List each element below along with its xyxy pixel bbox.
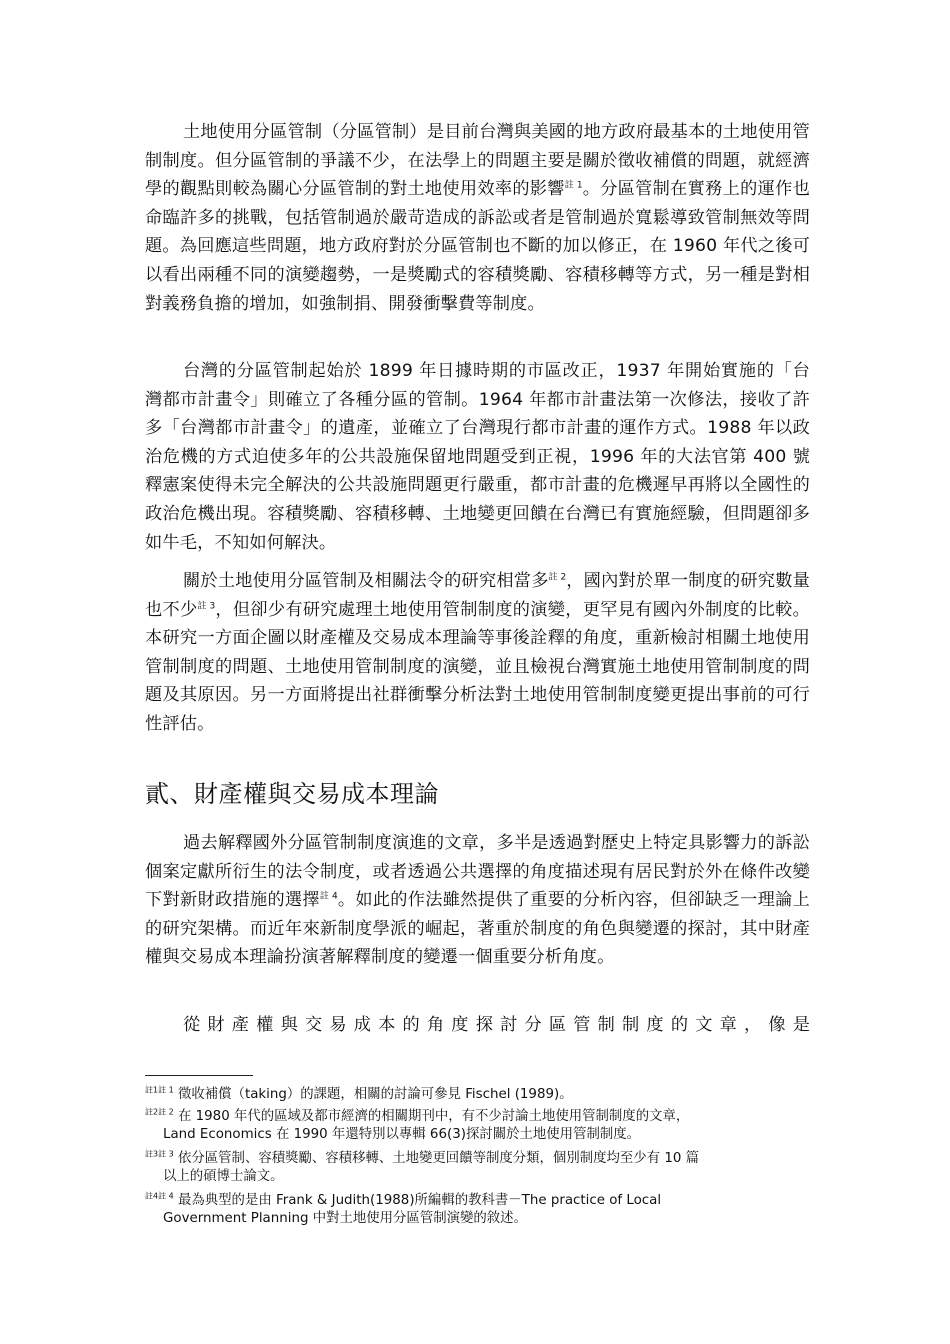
- line-char: 制: [622, 1015, 640, 1035]
- line-char: 探: [475, 1015, 493, 1035]
- line-char: 度: [646, 1015, 664, 1035]
- paragraph-text: ，但卻少有研究處理土地使用管制制度的演變，更罕見有國內外制度的比較。本研究一方面企圖以財產權及交易成本理論等事後詮釋的角度，重新檢討相關土地使用管制制度的問題、土地使用管制制度的演變，並且檢視台灣實施土地使用管制制度的問題及其原因。另一方面將提出社群衝擊分析法對土地使用管制制度變更提出事前的可行性評估。: [145, 599, 810, 734]
- line-char: 制: [597, 1015, 615, 1035]
- line-char: 易: [329, 1015, 347, 1035]
- line-char: 是: [792, 1015, 810, 1035]
- line-char: 文: [695, 1015, 713, 1035]
- paragraph-text: 土地使用分區管制（分區管制）是目前台灣與美國的地方政府最基本的土地使用管制制度。但分區管制的爭議不少，在法學上的問題主要是關於徵收補償的問題，就經濟學的觀點則較為關心分區管制的對土地使用效率的影響: [145, 122, 810, 200]
- footnote-text: 在 1980 年代的區域及都市經濟的相關期刊中，有不少討論土地使用管制制度的文章，: [178, 1109, 690, 1124]
- footnote-mark: 註3註 3: [145, 1149, 174, 1159]
- line-char: 區: [548, 1015, 567, 1035]
- footnote-text-continued: Government Planning 中對土地使用分區管制演變的敘述。: [163, 1211, 527, 1226]
- line-char: 章: [719, 1015, 737, 1035]
- paragraph-text: 台灣的分區管制起始於 1899 年日據時期的市區改正，1937 年開始實施的「台灣都市計畫令」則確立了各種分區的管制。1964 年都市計畫法第一次修法，接收了許多「台灣都市計畫令」的遺產，並確立了台灣現行都市計畫的運作方式。1988 年以政治危機的方式迫使多年的公共設施保留地問題受到正視，1996 年的大法官第 400 號釋憲案使得未完全解決的公共設施問題更行嚴重，都市計畫的危機遲早再將以全國性的政治危機出現。容積獎勵、容積移轉、土地變更回饋在台灣已有實施經驗，但問題卻多如牛毛，不知如何解決。: [145, 361, 810, 553]
- footnote-2: [145, 1108, 815, 1144]
- line-char: 管: [573, 1015, 591, 1035]
- paragraph-text: ，國內對於單一制度的研究數量也不少: [145, 571, 810, 620]
- footnote-text: 最為典型的是由 Frank & Judith(1988)所編輯的教科書－The practice of Local: [178, 1193, 662, 1208]
- paragraph-text: 。如此的作法雖然提供了重要的分析內容，但卻缺乏一理論上的研究架構。而近年來新制度學派的崛起，著重於制度的角色與變遷的探討，其中財產權與交易成本理論扮演著解釋制度的變遷一個重要分析角度。: [145, 890, 810, 968]
- footnote-ref-3[interactable]: 註 3: [197, 600, 216, 611]
- paragraph-text: 。分區管制在實務上的運作也命臨許多的挑戰，包括管制過於嚴苛造成的訴訟或者是管制過於寬鬆導致管制無效等問題。為回應這些問題，地方政府對於分區管制也不斷的加以修正，在 1960 年代之後可以看出兩種不同的演變趨勢，一是獎勵式的容積獎勵、容積移轉等方式，另一種是對相對義務負擔的增加，如強制捐、開發衝擊費等制度。: [145, 179, 810, 314]
- line-char: 成: [353, 1015, 371, 1035]
- line-char: 的: [670, 1015, 689, 1035]
- paragraph-text: 過去解釋國外分區管制制度演進的文章，多半是透過對歷史上特定具影響力的訴訟個案定獻所衍生的法令制度，或者透過公共選擇的角度描述現有居民對於外在條件改變下對新財政措施的選擇: [145, 833, 810, 911]
- line-char: 度: [451, 1015, 469, 1035]
- line-char: 財: [207, 1015, 225, 1035]
- line-char: 的: [402, 1015, 420, 1035]
- line-char: 與: [280, 1015, 298, 1035]
- line-char: 像: [768, 1015, 786, 1035]
- line-char: 從: [183, 1015, 201, 1035]
- line-char: 權: [256, 1015, 274, 1035]
- line-char: 交: [304, 1015, 323, 1035]
- paragraph-taiwan-history: [145, 357, 810, 557]
- paragraph-theory: [145, 829, 810, 972]
- line-char: 產: [231, 1015, 249, 1035]
- footnote-3: [145, 1150, 815, 1186]
- footnote-ref-2[interactable]: 註 2: [548, 572, 567, 583]
- footnote-4: [145, 1192, 815, 1228]
- footnote-mark: 註1註 1: [145, 1085, 174, 1095]
- footnote-text-continued: 以上的碩博士論文。: [163, 1169, 284, 1184]
- line-char: ，: [743, 1015, 762, 1035]
- footnote-ref-1[interactable]: 註 1: [564, 180, 583, 191]
- paragraph-zoning-intro: [145, 118, 810, 318]
- line-char: 分: [524, 1015, 542, 1035]
- footnote-mark: 註2註 2: [145, 1107, 174, 1117]
- paragraph-continued-line: [145, 1011, 810, 1040]
- footnote-ref-4[interactable]: 註 4: [319, 891, 338, 902]
- paragraph-text: 關於土地使用分區管制及相關法令的研究相當多: [183, 571, 549, 591]
- line-char: 討: [500, 1015, 518, 1035]
- footnote-divider: [145, 1075, 253, 1076]
- paragraph-research-scope: [145, 567, 810, 739]
- section-heading: 貳、財產權與交易成本理論: [145, 780, 439, 808]
- line-char: 本: [378, 1015, 396, 1035]
- footnote-text: 徵收補償（taking）的課題，相關的討論可參見 Fischel (1989)。: [178, 1087, 573, 1102]
- footnote-mark: 註4註 4: [145, 1191, 174, 1201]
- footnote-text: 依分區管制、容積獎勵、容積移轉、土地變更回饋等制度分類，個別制度均至少有 10 篇: [178, 1151, 700, 1166]
- footnote-1: [145, 1086, 815, 1104]
- footnote-text-continued: Land Economics 在 1990 年還特別以專輯 66(3)探討關於土地使用管制制度。: [163, 1127, 641, 1142]
- line-char: 角: [426, 1015, 445, 1035]
